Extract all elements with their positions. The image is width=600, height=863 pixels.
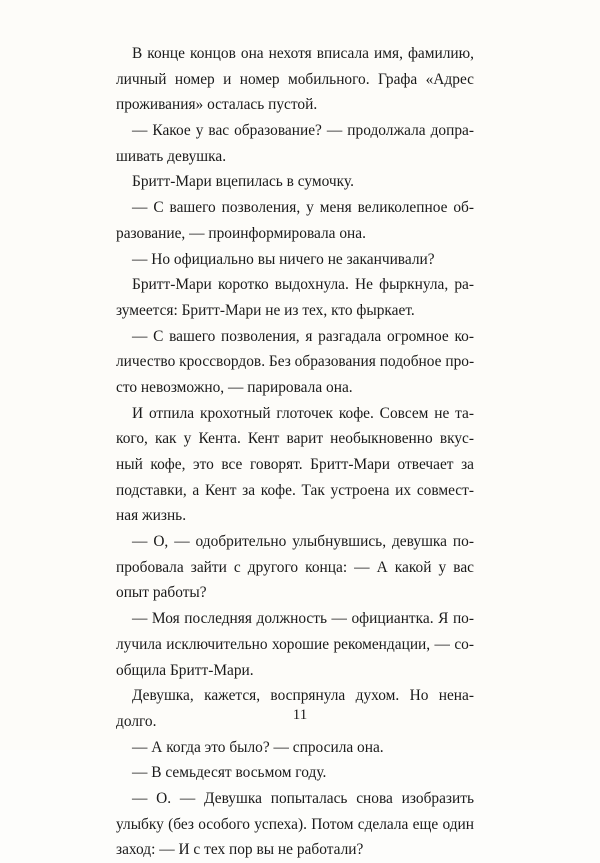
text-line: проживания» осталась пустой.: [116, 96, 318, 114]
text-line: личный номер и номер мобильного. Графа «Адрес: [116, 70, 474, 88]
text-line: Бритт-Мари коротко выдохнула. Не фыркнула, ра-: [132, 276, 474, 294]
text-line: общила Бритт-Мари.: [116, 661, 254, 679]
text-line: кого, как у Кента. Кент варит необыкновенно вкус-: [116, 430, 474, 448]
page-number: 11: [292, 707, 308, 723]
body-text: [116, 41, 474, 863]
text-line: — С вашего позволения, у меня великолепное об-: [132, 199, 474, 217]
text-line: В конце концов она нехотя вписала имя, фамилию,: [132, 45, 474, 62]
text-line: — А когда это было? — спросила она.: [132, 738, 384, 756]
text-line: зумеется: Бритт-Мари не из тех, кто фыркает.: [116, 301, 415, 319]
text-line: — Какое у вас образование? — продолжала допра-: [132, 122, 474, 140]
text-line: — С вашего позволения, я разгадала огромное ко-: [132, 327, 474, 345]
text-line: Бритт-Мари вцепилась в сумочку.: [132, 173, 354, 191]
text-line: улыбку (без особого успеха). Потом сделала еще один: [116, 815, 474, 833]
text-line: И отпила крохотный глоточек кофе. Совсем не та-: [132, 404, 474, 422]
text-line: заход: — И с тех пор вы не работали?: [116, 841, 364, 859]
text-line: Девушка, кажется, воспрянула духом. Но нена-: [132, 687, 474, 705]
text-line: разование, — проинформировала она.: [116, 224, 366, 242]
text-line: пробовала зайти с другого конца: — А какой у вас: [116, 558, 474, 576]
text-line: ный кофе, это все говорят. Бритт-Мари отвечает за: [116, 456, 474, 473]
text-line: личество кроссвордов. Без образования подобное про-: [116, 353, 475, 371]
text-line: — О, — одобрительно улыбнувшись, девушка по-: [132, 533, 474, 551]
text-line: подставки, а Кент за кофе. Так устроена их совмест-: [116, 481, 474, 499]
text-line: — Моя последняя должность — официантка. Я по-: [132, 610, 474, 628]
text-line: долго.: [116, 712, 157, 730]
text-line: опыт работы?: [116, 584, 207, 602]
text-line: ная жизнь.: [116, 507, 187, 525]
text-line: лучила исключительно хорошие рекомендации, — со-: [116, 635, 474, 653]
text-line: сто невозможно, — парировала она.: [116, 378, 353, 396]
text-line: — О. — Девушка попыталась снова изобразить: [132, 789, 474, 807]
text-line: — Но официально вы ничего не заканчивали?: [132, 250, 435, 268]
text-line: шивать девушка.: [116, 147, 227, 165]
text-line: — В семьдесят восьмом году.: [132, 764, 327, 782]
